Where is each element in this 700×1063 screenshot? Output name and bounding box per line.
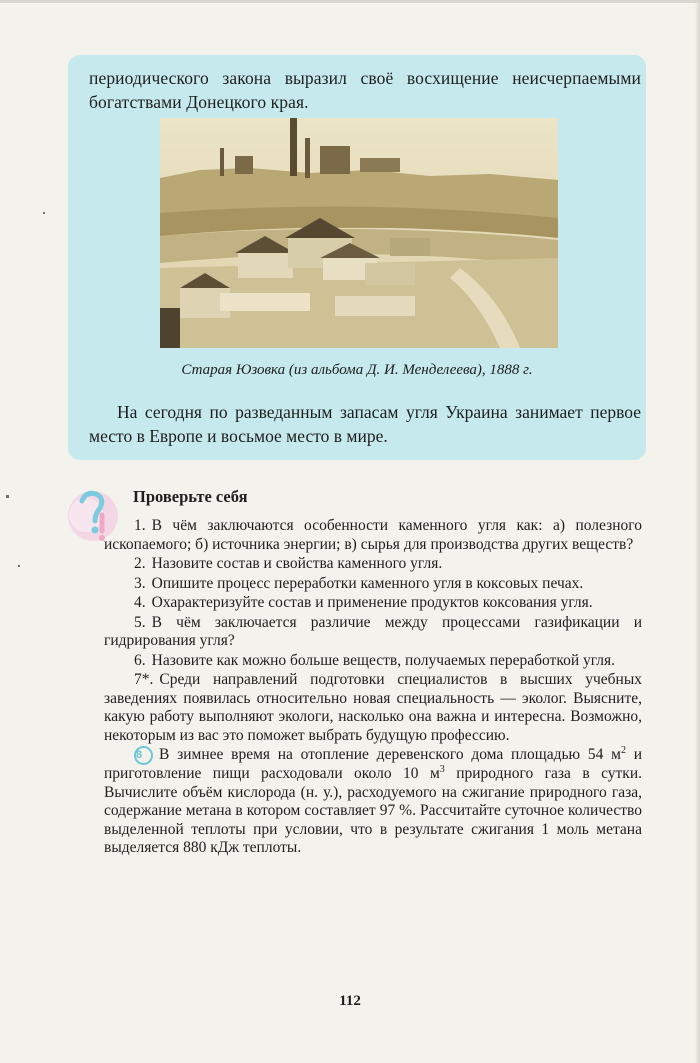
question-8 [104,746,642,858]
question-number: 7*. [134,671,154,688]
question-text: Охарактеризуйте состав и применение продуктов коксования угля. [151,594,593,611]
question-text: В чём заключаются особенности каменного угля как: а) полезного ископаемого; б) источника энергии; в) сырья для производства других веществ? [104,517,642,553]
questions-list [104,517,642,859]
question-number: 3. [134,574,146,592]
question-2 [104,555,642,574]
question-number: 1. [134,517,146,534]
question-5 [104,614,642,651]
question-number: 5. [134,613,146,631]
question-number: 4. [134,594,146,611]
info-paragraph-bottom: На сегодня по разведанным запасам угля Украина занимает первое место в Европе и восьмое место в мире. [89,402,641,446]
superscript-3: 3 [439,763,445,775]
question-text: Среди направлений подготовки специалистов в высших учебных заведениях появилась относительно новая специальность — эколог. Выясните, какую работу выполняют экологи, насколько она важна и интересна. Возможно, некоторым из вас это поможет выбрать будущую профессию. [104,671,642,744]
question-8-badge-icon: 8 [134,746,153,765]
scan-edge [0,0,700,3]
question-text: Назовите как можно больше веществ, получаемых переработкой угля. [151,651,616,669]
question-8-text-part-3: природного газа в сутки. Вычислите объём кислорода (н. у.), расходуемого на сжигание природного газа, содержание метана в котором составляет 97 %. Рассчитайте суточное количество выделенной теплоты при условии, что в результате сжигания 1 моль метана выделяется 880 кДж теплоты. [104,765,642,856]
question-8-text-part-2: и приготовление пищи расходовали около 10 м [104,746,642,782]
scan-speck [6,495,9,498]
question-4 [104,594,642,613]
question-3 [104,575,642,594]
question-7 [104,671,642,745]
photo-caption: Старая Юзовка (из альбома Д. И. Менделеева), 1888 г. [181,362,533,378]
question-text: В чём заключается различие между процессами газификации и гидрирования угля? [104,613,642,649]
question-6 [104,652,642,671]
scan-speck [18,565,20,567]
info-paragraph-top: периодического закона выразил своё восхищение неисчерпаемыми богатствами Донецкого края. [89,68,641,112]
scan-shadow [695,0,700,1063]
scan-speck [43,212,45,214]
old-yuzovka-photo [160,118,558,348]
question-8-text-part-1: В зимнее время на отопление деревенского дома площадью 54 м [159,746,621,763]
question-text: Назовите состав и свойства каменного угля. [151,555,443,572]
superscript-2: 2 [620,744,626,756]
question-number: 6. [134,651,146,669]
question-text: Опишите процесс переработки каменного угля в коксовых печах. [151,574,584,592]
question-number: 2. [134,555,146,572]
page-number: 112 [339,993,361,1009]
question-1 [104,517,642,554]
section-title: Проверьте себя [133,487,248,506]
